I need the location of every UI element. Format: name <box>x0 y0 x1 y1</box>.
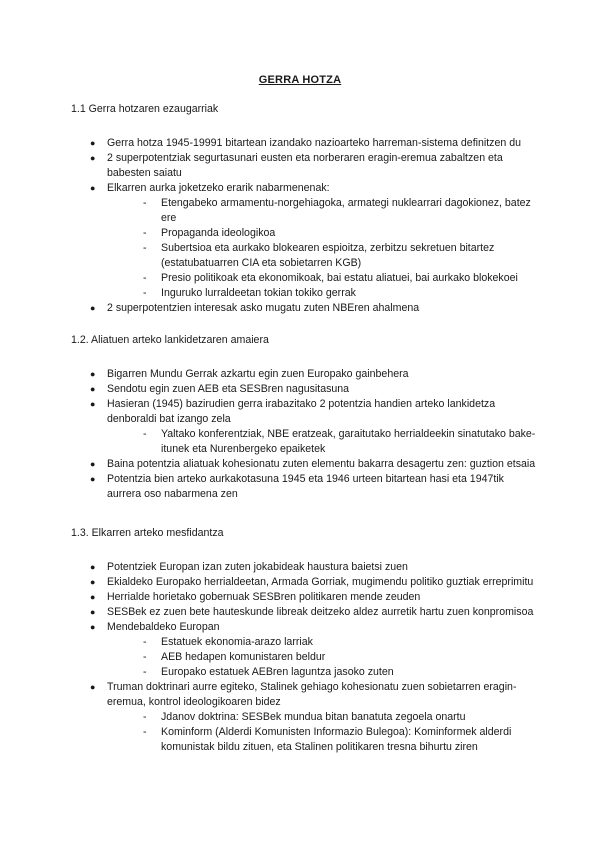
list-item <box>71 397 541 457</box>
list-item-text: Bigarren Mundu Gerrak azkartu egin zuen Europako gainbehera <box>107 368 409 380</box>
bullet-icon: ● <box>90 577 96 587</box>
list-item-text: Mendebaldeko Europan <box>107 621 220 633</box>
list-item-text: Elkarren aurka joketzeko erarik nabarmenenak: <box>107 182 330 194</box>
list-item-text: 2 superpotentziak segurtasunari eusten eta norberaren eragin-eremua zabaltzen eta babesten saiatu <box>107 152 503 179</box>
document-title: GERRA HOTZA <box>258 74 342 86</box>
sub-list-item-text: Presio politikoak eta ekonomikoak, bai estatu aliatuei, bai aurkako blokekoei <box>161 272 518 284</box>
list-item-text: Potentzia bien arteko aurkakotasuna 1945 eta 1946 urteen bitartean hasi eta 1947tik aurrera oso nabarmena zen <box>107 473 504 500</box>
list-item <box>71 680 541 755</box>
list-item <box>71 605 541 620</box>
dash-icon: - <box>143 272 147 284</box>
list-item-text: Herrialde horietako gobernuak SESBren politikaren mende zeuden <box>107 591 421 603</box>
section-heading: 1.2. Aliatuen arteko lankidetzaren amaiera <box>71 334 269 346</box>
list-item-text: Potentziek Europan izan zuten jokabideak haustura baietsi zuen <box>107 561 408 573</box>
sub-list-item-text: Subertsioa eta aurkako blokearen espioitza, zerbitzu sekretuen bitartez (estatubatuarren CIA eta sobietarren KGB) <box>161 242 495 269</box>
sub-list-item-text: AEB hedapen komunistaren beldur <box>161 651 326 663</box>
sub-list-item <box>143 650 541 665</box>
bullet-icon: ● <box>90 622 96 632</box>
bullet-icon: ● <box>90 183 96 193</box>
dash-icon: - <box>143 227 147 239</box>
list-item-text: Hasieran (1945) bazirudien gerra irabazitako 2 potentzia handien arteko lankidetza denboraldi bat izango zela <box>107 398 496 425</box>
sub-list-item <box>143 710 541 725</box>
sub-list <box>107 427 541 457</box>
list-item <box>71 301 541 316</box>
section-1 <box>71 102 541 316</box>
list-item-text: Sendotu egin zuen AEB eta SESBren nagusitasuna <box>107 383 350 395</box>
dash-icon: - <box>143 636 147 648</box>
sub-list-item-text: Kominform (Alderdi Komunisten Informazio Bulegoa): Kominformek alderdi komunistak bildu zituen, eta Stalinen politikaren tresna bihurtu ziren <box>161 726 512 753</box>
sub-list-item <box>143 427 541 457</box>
list-item <box>71 590 541 605</box>
section-3 <box>71 526 541 755</box>
dash-icon: - <box>143 666 147 678</box>
section-heading: 1.3. Elkarren arteko mesfidantza <box>71 527 224 539</box>
bullet-icon: ● <box>90 384 96 394</box>
sub-list-item <box>143 241 541 271</box>
list-item-text: 2 superpotentzien interesak asko mugatu zuten NBEren ahalmena <box>107 302 420 314</box>
bullet-icon: ● <box>90 459 96 469</box>
sub-list-item <box>143 196 541 226</box>
dash-icon: - <box>143 428 147 440</box>
sub-list-item-text: Yaltako konferentziak, NBE eratzeak, garaitutako herrialdeekin sinatutako bake-itunek eta Nurenbergeko epaiketek <box>161 428 536 455</box>
list-item <box>71 382 541 397</box>
sub-list-item <box>143 665 541 680</box>
sub-list-item <box>143 271 541 286</box>
bullet-list <box>71 367 541 502</box>
bullet-list <box>71 136 541 316</box>
section-heading: 1.1 Gerra hotzaren ezaugarriak <box>71 103 219 115</box>
sub-list-item-text: Europako estatuek AEBren laguntza jasoko zuten <box>161 666 394 678</box>
bullet-icon: ● <box>90 607 96 617</box>
sub-list-item <box>143 725 541 755</box>
sub-list-item <box>143 635 541 650</box>
list-item-text: Ekialdeko Europako herrialdeetan, Armada Gorriak, mugimendu politiko guztiak erreprimitu <box>107 576 534 588</box>
bullet-icon: ● <box>90 153 96 163</box>
bullet-icon: ● <box>90 474 96 484</box>
sub-list <box>107 710 541 755</box>
bullet-icon: ● <box>90 682 96 692</box>
list-item <box>71 620 541 680</box>
bullet-icon: ● <box>90 369 96 379</box>
sub-list-item-text: Propaganda ideologikoa <box>161 227 276 239</box>
dash-icon: - <box>143 651 147 663</box>
bullet-icon: ● <box>90 562 96 572</box>
dash-icon: - <box>143 197 147 209</box>
sub-list-item-text: Estatuek ekonomia-arazo larriak <box>161 636 313 648</box>
list-item-text: Gerra hotza 1945-19991 bitartean izandako nazioarteko harreman-sistema definitzen du <box>107 137 521 149</box>
list-item <box>71 367 541 382</box>
list-item <box>71 457 541 472</box>
bullet-icon: ● <box>90 303 96 313</box>
dash-icon: - <box>143 726 147 738</box>
bullet-icon: ● <box>90 592 96 602</box>
list-item <box>71 181 541 301</box>
sub-list-item-text: Etengabeko armamentu-norgehiagoka, armategi nuklearrari dagokionez, batez ere <box>161 197 531 224</box>
bullet-icon: ● <box>90 399 96 409</box>
list-item <box>71 151 541 181</box>
sub-list <box>107 635 541 680</box>
bullet-list <box>71 560 541 755</box>
sub-list-item <box>143 226 541 241</box>
section-2 <box>71 333 541 502</box>
list-item <box>71 560 541 575</box>
dash-icon: - <box>143 242 147 254</box>
list-item <box>71 136 541 151</box>
list-item-text: Truman doktrinari aurre egiteko, Stalinek gehiago kohesionatu zuen sobietarren eragin-eremua, kontrol ideologikoaren bidez <box>107 681 517 708</box>
bullet-icon: ● <box>90 138 96 148</box>
sub-list-item-text: Inguruko lurraldeetan tokian tokiko gerrak <box>161 287 356 299</box>
list-item <box>71 472 541 502</box>
dash-icon: - <box>143 287 147 299</box>
list-item-text: Baina potentzia aliatuak kohesionatu zuten elementu bakarra desagertu zen: guztion etsaia <box>107 458 536 470</box>
sub-list <box>107 196 541 301</box>
list-item-text: SESBek ez zuen bete hauteskunde libreak deitzeko aldez aurretik hartu zuen konpromisoa <box>107 606 534 618</box>
sub-list-item-text: Jdanov doktrina: SESBek mundua bitan banatuta zegoela onartu <box>161 711 466 723</box>
list-item <box>71 575 541 590</box>
dash-icon: - <box>143 711 147 723</box>
sub-list-item <box>143 286 541 301</box>
